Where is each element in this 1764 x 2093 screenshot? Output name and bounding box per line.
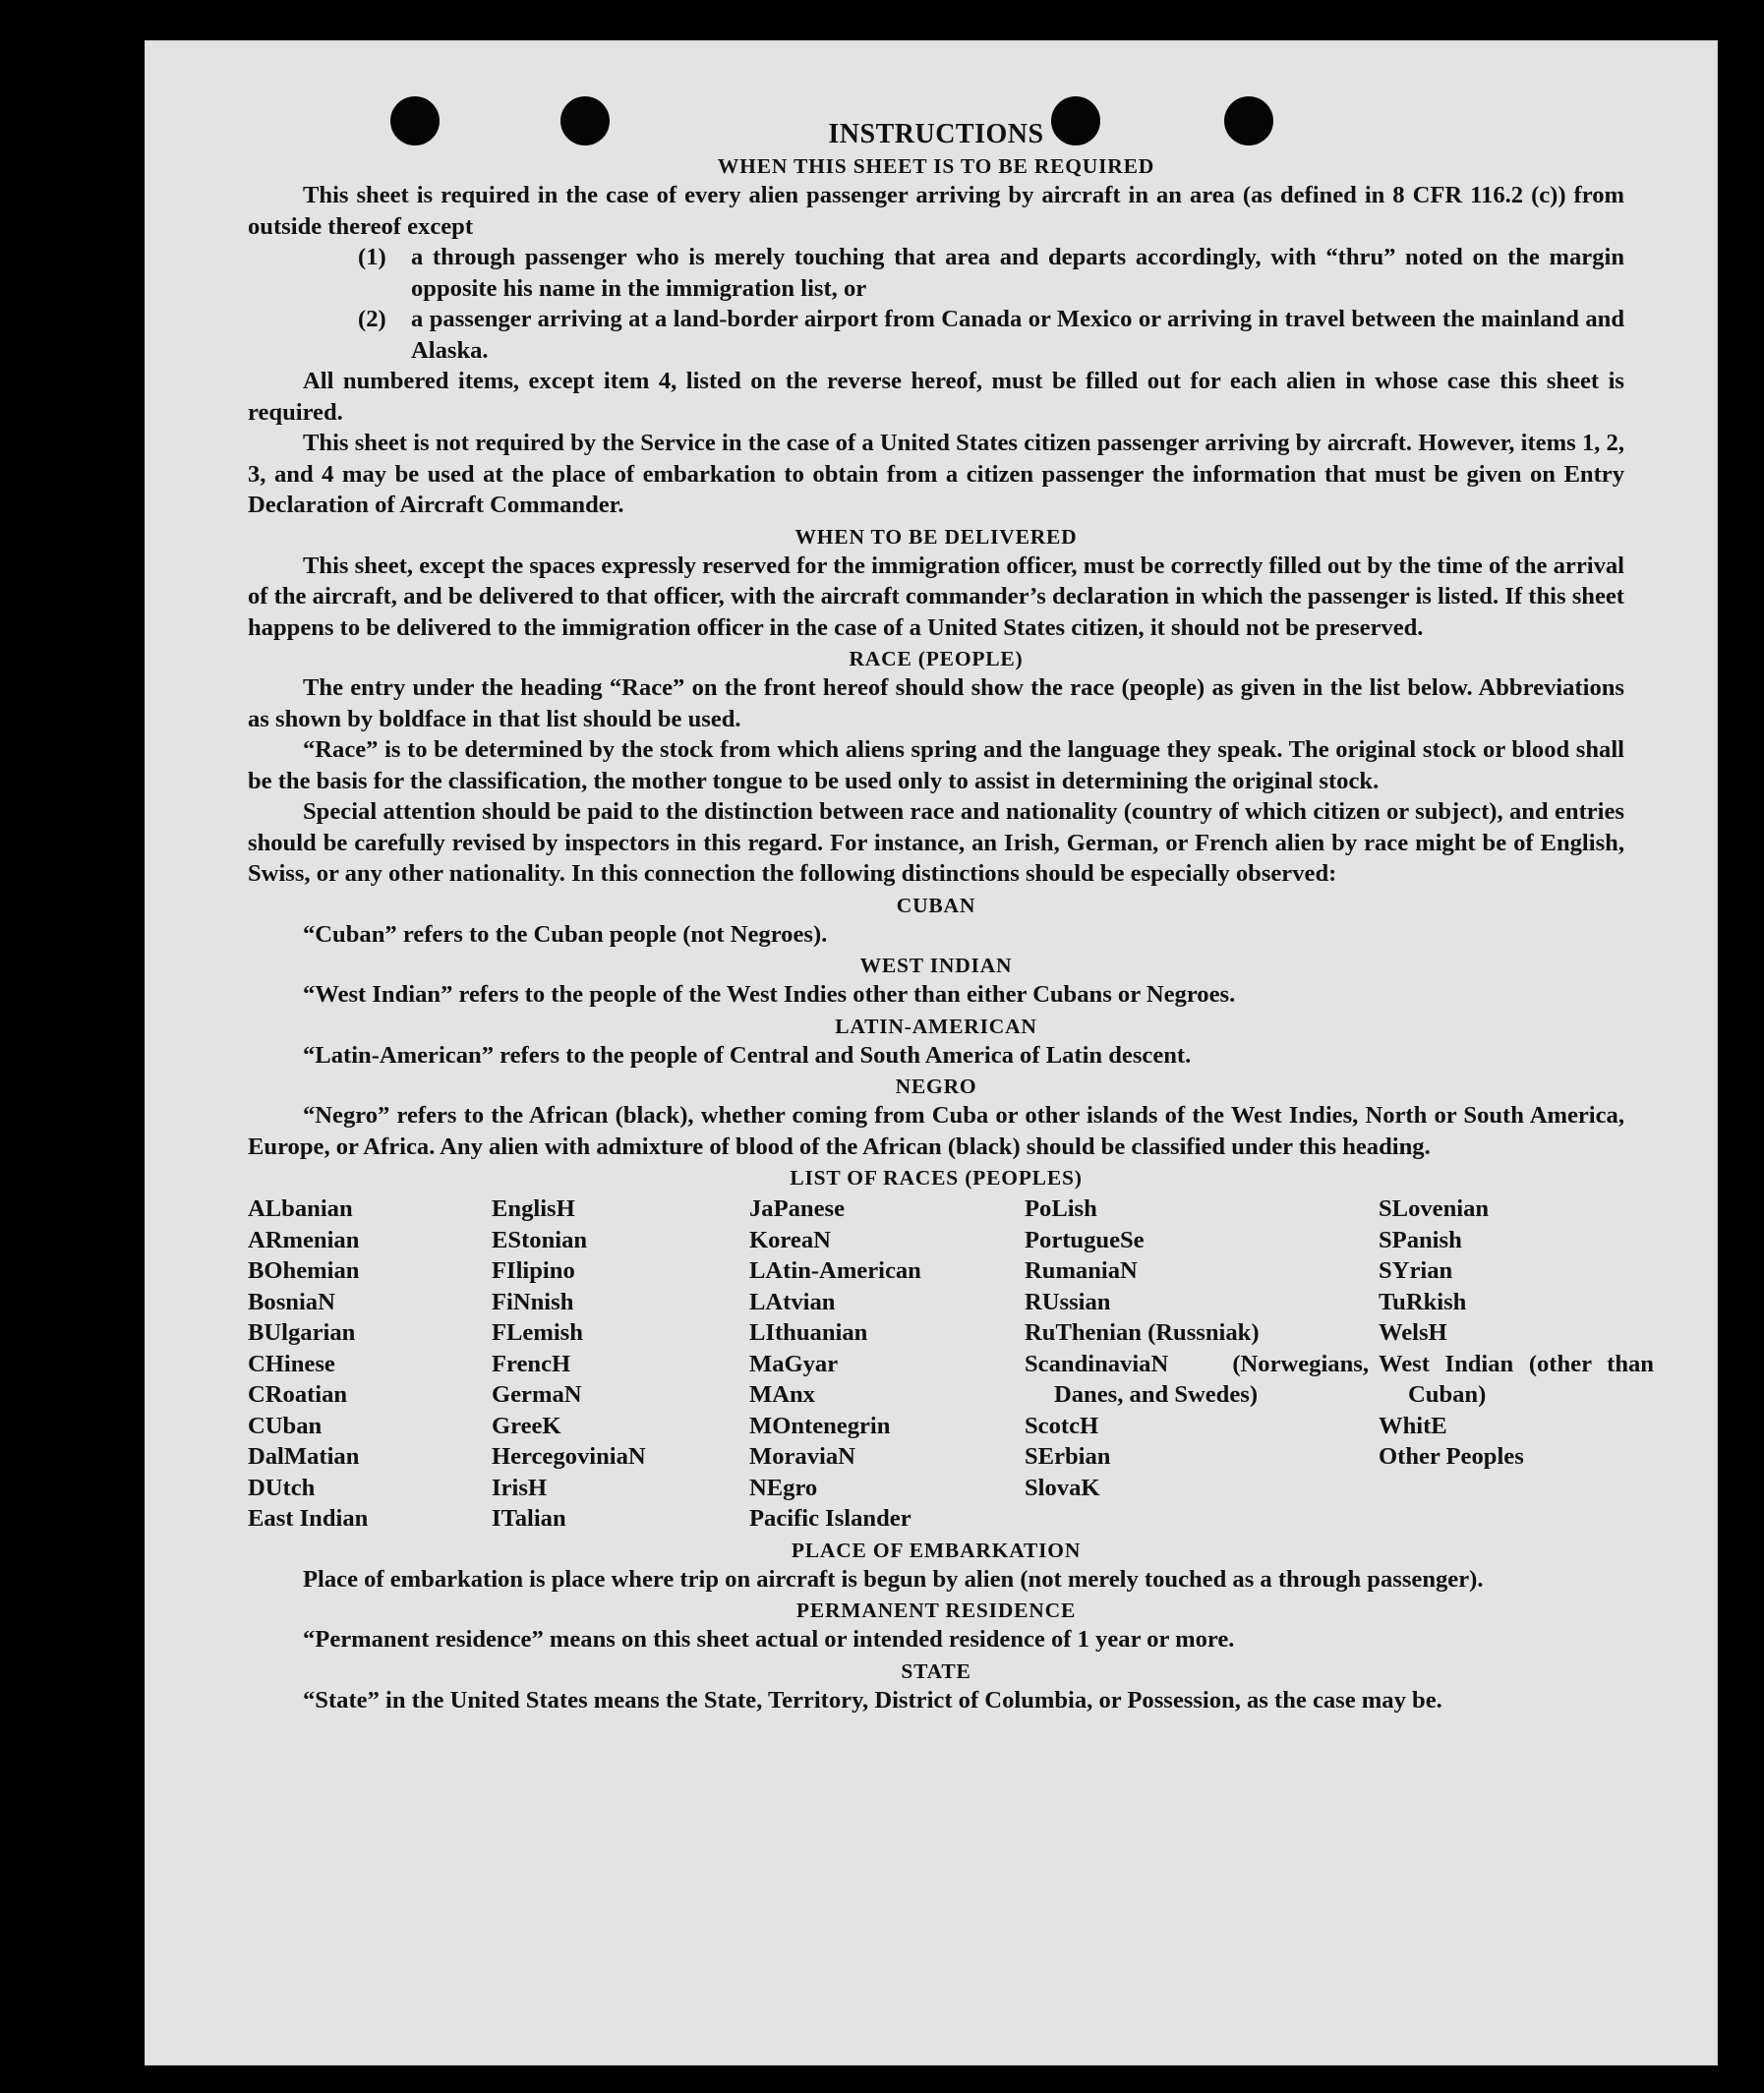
race-item: RUssian	[1025, 1288, 1111, 1315]
race-item: ARmenian	[248, 1226, 360, 1253]
paragraph: This sheet, except the spaces expressly reserved for the immigration officer, must be correctly filled out by the time of the arrival of the aircraft, and be delivered to that officer, with the aircraft commander’s declaration in which the passenger is listed. If this sheet happens to be delivered to the immigration officer in the case of a United States citizen, it should not be preserved.	[248, 552, 1624, 641]
item-number: (2)	[358, 306, 386, 332]
race-item: SlovaK	[1025, 1474, 1100, 1501]
race-item: MaGyar	[749, 1350, 839, 1377]
races-list	[248, 1193, 1654, 1535]
paragraph: “Race” is to be determined by the stock from which aliens spring and the language they speak. The original stock or blood shall be the basis for the classification, the mother tongue to be used only to assist in determining the original stock.	[248, 736, 1624, 794]
item-text: a passenger arriving at a land-border airport from Canada or Mexico or arriving in travel between the mainland and Alaska.	[411, 306, 1624, 364]
race-item: SLovenian	[1379, 1195, 1490, 1222]
race-item: FLemish	[492, 1319, 583, 1346]
race-item: FrencH	[492, 1350, 571, 1377]
race-item: WelsH	[1379, 1319, 1447, 1346]
race-item: CHinese	[248, 1350, 335, 1377]
race-item: SErbian	[1025, 1443, 1111, 1470]
section-heading: PLACE OF EMBARKATION	[791, 1538, 1082, 1562]
paragraph: “Latin-American” refers to the people of Central and South America of Latin descent.	[303, 1041, 1192, 1069]
race-item: RumaniaN	[1025, 1257, 1138, 1284]
section-heading: WHEN TO BE DELIVERED	[794, 524, 1078, 549]
race-item: ScotcH	[1025, 1412, 1099, 1439]
race-item: LAtvian	[749, 1288, 836, 1315]
list-item	[358, 242, 1624, 304]
races-column	[749, 1193, 1025, 1535]
section-heading: WEST INDIAN	[859, 954, 1013, 977]
race-item: ITalian	[492, 1505, 566, 1532]
race-item: EStonian	[492, 1226, 588, 1253]
paragraph: “Permanent residence” means on this sheet actual or intended residence of 1 year or more.	[303, 1626, 1235, 1653]
section-heading: LIST OF RACES (PEOPLES)	[790, 1166, 1083, 1190]
race-item: EnglisH	[492, 1195, 575, 1222]
races-column	[492, 1193, 749, 1535]
section-heading: WHEN THIS SHEET IS TO BE REQUIRED	[717, 154, 1155, 178]
section-heading: RACE (PEOPLE)	[849, 647, 1024, 670]
race-item: SPanish	[1379, 1226, 1462, 1253]
race-item: LAtin-American	[749, 1257, 921, 1284]
race-item: MAnx	[749, 1381, 815, 1408]
section-heading: STATE	[901, 1658, 971, 1683]
race-item: BUlgarian	[248, 1319, 356, 1346]
race-item: East Indian	[248, 1505, 369, 1532]
race-item: CUban	[248, 1412, 323, 1439]
list-item	[358, 304, 1624, 366]
race-item: KoreaN	[749, 1226, 831, 1253]
race-item: LIthuanian	[749, 1319, 868, 1346]
race-item: HercegoviniaN	[492, 1443, 646, 1470]
race-item: DUtch	[248, 1474, 316, 1501]
paragraph: This sheet is not required by the Service in the case of a United States citizen passenger arriving by aircraft. However, items 1, 2, 3, and 4 may be used at the place of embarkation to obtain from a citizen passenger the information that must be given on Entry Declaration of Aircraft Commander.	[248, 430, 1624, 518]
race-item: MoraviaN	[749, 1443, 855, 1470]
paragraph: This sheet is required in the case of every alien passenger arriving by aircraft in an area (as defined in 8 CFR 116.2 (c)) from outside thereof except	[248, 182, 1624, 240]
race-item: RuThenian (Russniak)	[1025, 1319, 1260, 1346]
item-number: (1)	[358, 244, 386, 270]
item-text: a through passenger who is merely touching that area and departs accordingly, with “thru” noted on the margin opposite his name in the immigration list, or	[411, 244, 1624, 302]
paragraph: “Negro” refers to the African (black), whether coming from Cuba or other islands of the West Indies, North or South America, Europe, or Africa. Any alien with admixture of blood of the African (black) should be classified under this heading.	[248, 1102, 1624, 1160]
race-item: JaPanese	[749, 1195, 845, 1222]
instructions-content	[248, 119, 1654, 1715]
paragraph: “State” in the United States means the State, Territory, District of Columbia, or Possession, as the case may be.	[303, 1686, 1442, 1714]
paragraph: Special attention should be paid to the distinction between race and nationality (country of which citizen or subject), and entries should be carefully revised by inspectors in this regard. For instance, an Irish, German, or French alien by race might be of English, Swiss, or any other nationality. In this connection the following distinctions should be especially observed:	[248, 798, 1624, 887]
paragraph: “West Indian” refers to the people of the West Indies other than either Cubans or Negroes.	[303, 981, 1236, 1008]
race-item: SYrian	[1379, 1257, 1453, 1284]
race-item: West Indian (other than Cuban)	[1379, 1350, 1654, 1408]
race-item: FiNnish	[492, 1288, 574, 1315]
race-item: IrisH	[492, 1474, 548, 1501]
races-column	[1025, 1193, 1379, 1535]
race-item: MOntenegrin	[749, 1412, 891, 1439]
paragraph: Place of embarkation is place where trip on aircraft is begun by alien (not merely touched as a through passenger).	[303, 1565, 1484, 1593]
race-item: PoLish	[1025, 1195, 1097, 1222]
races-column	[1379, 1193, 1654, 1535]
race-item: BosniaN	[248, 1288, 335, 1315]
race-item: TuRkish	[1379, 1288, 1467, 1315]
paragraph: “Cuban” refers to the Cuban people (not Negroes).	[303, 920, 828, 948]
race-item: GreeK	[492, 1412, 561, 1439]
section-heading: CUBAN	[896, 893, 976, 917]
race-item: ALbanian	[248, 1195, 353, 1222]
section-heading: PERMANENT RESIDENCE	[795, 1599, 1077, 1622]
race-item: PortugueSe	[1025, 1226, 1145, 1253]
race-item: CRoatian	[248, 1381, 348, 1408]
race-item: ScandinaviaN (Norwegians, Danes, and Swedes)	[1025, 1350, 1369, 1408]
race-item: DalMatian	[248, 1443, 360, 1470]
section-heading: LATIN-AMERICAN	[835, 1014, 1037, 1038]
paragraph: All numbered items, except item 4, listed on the reverse hereof, must be filled out for each alien in whose case this sheet is required.	[248, 368, 1624, 426]
races-column	[248, 1193, 492, 1535]
race-item: WhitE	[1379, 1412, 1447, 1439]
paragraph: The entry under the heading “Race” on the front hereof should show the race (people) as given in the list below. Abbreviations as shown by boldface in that list should be used.	[248, 674, 1624, 732]
page-title: INSTRUCTIONS	[828, 119, 1044, 149]
race-item: Other Peoples	[1379, 1443, 1524, 1470]
race-item: NEgro	[749, 1474, 818, 1501]
race-item: FIlipino	[492, 1257, 575, 1284]
race-item: GermaN	[492, 1381, 582, 1408]
document-page	[145, 40, 1718, 2065]
section-heading: NEGRO	[895, 1075, 977, 1098]
race-item: Pacific Islander	[749, 1505, 911, 1532]
race-item: BOhemian	[248, 1257, 360, 1284]
